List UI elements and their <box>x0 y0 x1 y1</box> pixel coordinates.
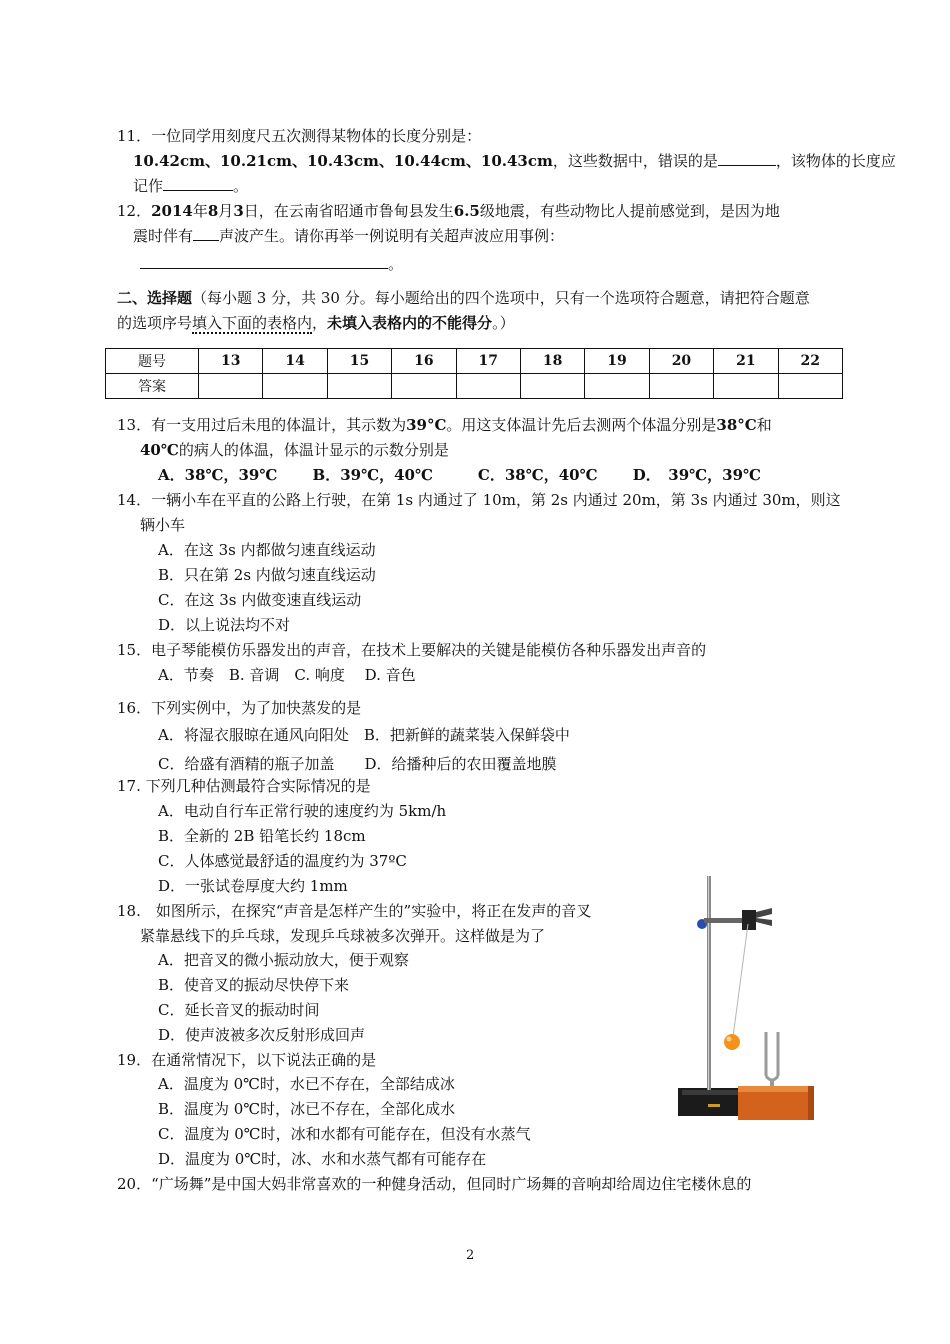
q12-month: 8 <box>207 202 219 220</box>
q18-line1: 18. 如图所示，在探究“声音是怎样产生的”实验中，将正在发声的音叉 <box>117 902 592 920</box>
q18-option-a: A．把音叉的微小振动放大，便于观察 <box>158 951 409 969</box>
stand-rod-highlight <box>708 876 709 1090</box>
page-number: 2 <box>466 1248 475 1263</box>
table-header-cell: 20 <box>649 349 713 374</box>
section2-desc2b: ， <box>312 314 328 332</box>
q12-line2-text: 震时伴有 <box>133 227 194 245</box>
q12-text-3: 日，在云南省昭通市鲁甸县发生 <box>243 202 454 220</box>
q17-option-c: C．人体感觉最舒适的温度约为 37ºC <box>158 852 407 870</box>
q12-line2-end: 声波产生。请你再举一例说明有关超声波应用事例： <box>219 227 565 245</box>
stand-base-top <box>682 1090 740 1095</box>
tuning-fork-figure <box>668 872 830 1122</box>
q12-blank-2[interactable] <box>140 254 388 269</box>
table-label-number: 题号 <box>106 349 199 374</box>
clamp-jaw-top <box>756 908 772 918</box>
table-header-cell: 21 <box>714 349 778 374</box>
section2-line1 <box>117 287 810 309</box>
q12-number: 12． <box>117 202 152 220</box>
resonance-box-side <box>808 1086 814 1120</box>
fork-bend <box>766 1076 778 1080</box>
answer-cell[interactable] <box>392 374 456 399</box>
q11-text: ，这些数据中，错误的是 <box>552 152 718 170</box>
q11-line2 <box>133 150 896 172</box>
q14-option-c: C．在这 3s 内做变速直线运动 <box>158 591 362 609</box>
q12-line1 <box>117 200 780 222</box>
q13-text-1: 13．有一支用过后未甩的体温计，其示数为 <box>117 416 407 434</box>
q16-options-ab: A．将湿衣服晾在通风向阳处 B．把新鲜的蔬菜装入保鲜袋中 <box>158 726 570 744</box>
answer-cell[interactable] <box>585 374 649 399</box>
q15-options: A．节奏 B. 音调 C. 响度 D. 音色 <box>158 666 416 684</box>
q18-option-b: B．使音叉的振动尽快停下来 <box>158 976 350 994</box>
q13-text-3: 和 <box>756 416 772 434</box>
section2-bold-text: 未填入表格内的不能得分 <box>327 314 493 332</box>
q19-option-d: D．温度为 0℃时，冰、水和水蒸气都有可能存在 <box>158 1150 487 1168</box>
q13-text-4: 的病人的体温，体温计显示的示数分别是 <box>178 441 449 459</box>
answer-cell[interactable] <box>778 374 842 399</box>
table-header-cell: 19 <box>585 349 649 374</box>
q17-line1: 17. 下列几种估测最符合实际情况的是 <box>117 777 371 795</box>
table-header-cell: 13 <box>199 349 263 374</box>
q12-year: 2014 <box>151 202 193 220</box>
table-header-cell: 14 <box>263 349 327 374</box>
q13-line1 <box>117 414 772 436</box>
q12-text-4: 级地震，有些动物比人提前感觉到，是因为地 <box>479 202 780 220</box>
q20-line1: 20．“广场舞”是中国大妈非常喜欢的一种健身活动，但同时广场舞的音响却给周边住宅楼休息的 <box>117 1175 752 1193</box>
resonance-box-top <box>738 1086 814 1092</box>
section2-dotted-text: 填入下面的表格内 <box>192 314 313 332</box>
q16-line1: 16．下列实例中，为了加快蒸发的是 <box>117 699 362 717</box>
answer-cell[interactable] <box>199 374 263 399</box>
answer-cell[interactable] <box>327 374 391 399</box>
q19-option-a: A．温度为 0℃时，水已不存在，全部结成冰 <box>158 1075 455 1093</box>
ball-highlight <box>727 1037 732 1042</box>
q12-magnitude: 6.5 <box>453 202 480 220</box>
q16-options-cd: C．给盛有酒精的瓶子加盖 D．给播种后的农田覆盖地膜 <box>158 755 557 773</box>
section2-line2 <box>117 312 515 334</box>
q19-option-b: B．温度为 0℃时，冰已不存在，全部化成水 <box>158 1100 456 1118</box>
table-header-cell: 22 <box>778 349 842 374</box>
table-row-numbers <box>106 349 843 374</box>
q14-line2: 辆小车 <box>140 516 186 534</box>
q11-blank-2[interactable] <box>163 176 233 191</box>
q17-option-d: D．一张试卷厚度大约 1mm <box>158 877 348 895</box>
clamp-head <box>742 910 756 930</box>
q14-line1: 14．一辆小车在平直的公路上行驶，在第 1s 内通过了 10m，第 2s 内通过 20m，第 3s 内通过 30m，则这 <box>117 491 841 509</box>
q14-option-d: D．以上说法均不对 <box>158 616 291 634</box>
clamp-jaw-bottom <box>756 918 772 926</box>
stand-base-label <box>708 1104 720 1107</box>
answer-table <box>105 348 843 399</box>
answer-cell[interactable] <box>649 374 713 399</box>
table-header-cell: 15 <box>327 349 391 374</box>
q11-period: 。 <box>233 177 249 195</box>
q12-period: 。 <box>388 255 404 273</box>
q12-blank-1[interactable] <box>193 226 219 241</box>
thread <box>733 924 748 1037</box>
q18-option-d: D．使声波被多次反射形成回声 <box>158 1026 366 1044</box>
q12-line3 <box>140 253 403 275</box>
q12-text-1: 年 <box>192 202 208 220</box>
q11-values: 10.42cm、10.21cm、10.43cm、10.44cm、10.43cm <box>133 152 553 170</box>
q19-line1: 19．在通常情况下，以下说法正确的是 <box>117 1051 377 1069</box>
q15-line1: 15．电子琴能模仿乐器发出的声音，在技术上要解决的关键是能模仿各种乐器发出声音的 <box>117 641 707 659</box>
q11-blank-1[interactable] <box>718 151 776 166</box>
section2-desc2c: 。） <box>492 314 515 332</box>
q17-option-a: A．电动自行车正常行驶的速度约为 5km/h <box>158 802 447 820</box>
q11-record-label: 记作 <box>133 177 164 195</box>
q12-line2 <box>133 225 564 247</box>
q11-text-end: ，该物体的长度应 <box>775 152 896 170</box>
section2-title: 二、选择题 <box>117 289 193 307</box>
q12-day: 3 <box>233 202 244 220</box>
table-header-cell: 17 <box>456 349 520 374</box>
q17-option-b: B．全新的 2B 铅笔长约 18cm <box>158 827 366 845</box>
q13-value-3: 40℃ <box>140 441 179 459</box>
q12-text-2: 月 <box>218 202 234 220</box>
q14-option-b: B．只在第 2s 内做匀速直线运动 <box>158 566 376 584</box>
q14-option-a: A．在这 3s 内都做匀速直线运动 <box>158 541 376 559</box>
answer-cell[interactable] <box>456 374 520 399</box>
q13-text-2: 。用这支体温计先后去测两个体温分别是 <box>446 416 717 434</box>
q19-option-c: C．温度为 0℃时，冰和水都有可能存在，但没有水蒸气 <box>158 1125 531 1143</box>
answer-cell[interactable] <box>263 374 327 399</box>
q13-line2 <box>140 439 449 461</box>
section2-desc2a: 的选项序号 <box>117 314 193 332</box>
q18-line2: 紧靠悬线下的乒乓球，发现乒乓球被多次弹开。这样做是为了 <box>140 927 546 945</box>
q13-options: A．38℃，39℃ B．39℃，40℃ C．38℃，40℃ D． 39℃，39℃ <box>158 466 761 484</box>
clamp-arm <box>704 918 748 923</box>
q18-option-c: C．延长音叉的振动时间 <box>158 1001 320 1019</box>
answer-cell[interactable] <box>520 374 584 399</box>
table-label-answer: 答案 <box>106 374 199 399</box>
q13-value-1: 39°C <box>406 416 447 434</box>
table-row-answers <box>106 374 843 399</box>
ping-pong-ball <box>724 1034 740 1050</box>
q13-value-2: 38°C <box>716 416 757 434</box>
answer-cell[interactable] <box>714 374 778 399</box>
table-header-cell: 16 <box>392 349 456 374</box>
q11-line3 <box>133 175 248 197</box>
table-header-cell: 18 <box>520 349 584 374</box>
q11-line1: 11．一位同学用刻度尺五次测得某物体的长度分别是： <box>117 127 482 145</box>
section2-desc1: （每小题 3 分，共 30 分。每小题给出的四个选项中，只有一个选项符合题意，请把符合题意 <box>192 289 810 307</box>
